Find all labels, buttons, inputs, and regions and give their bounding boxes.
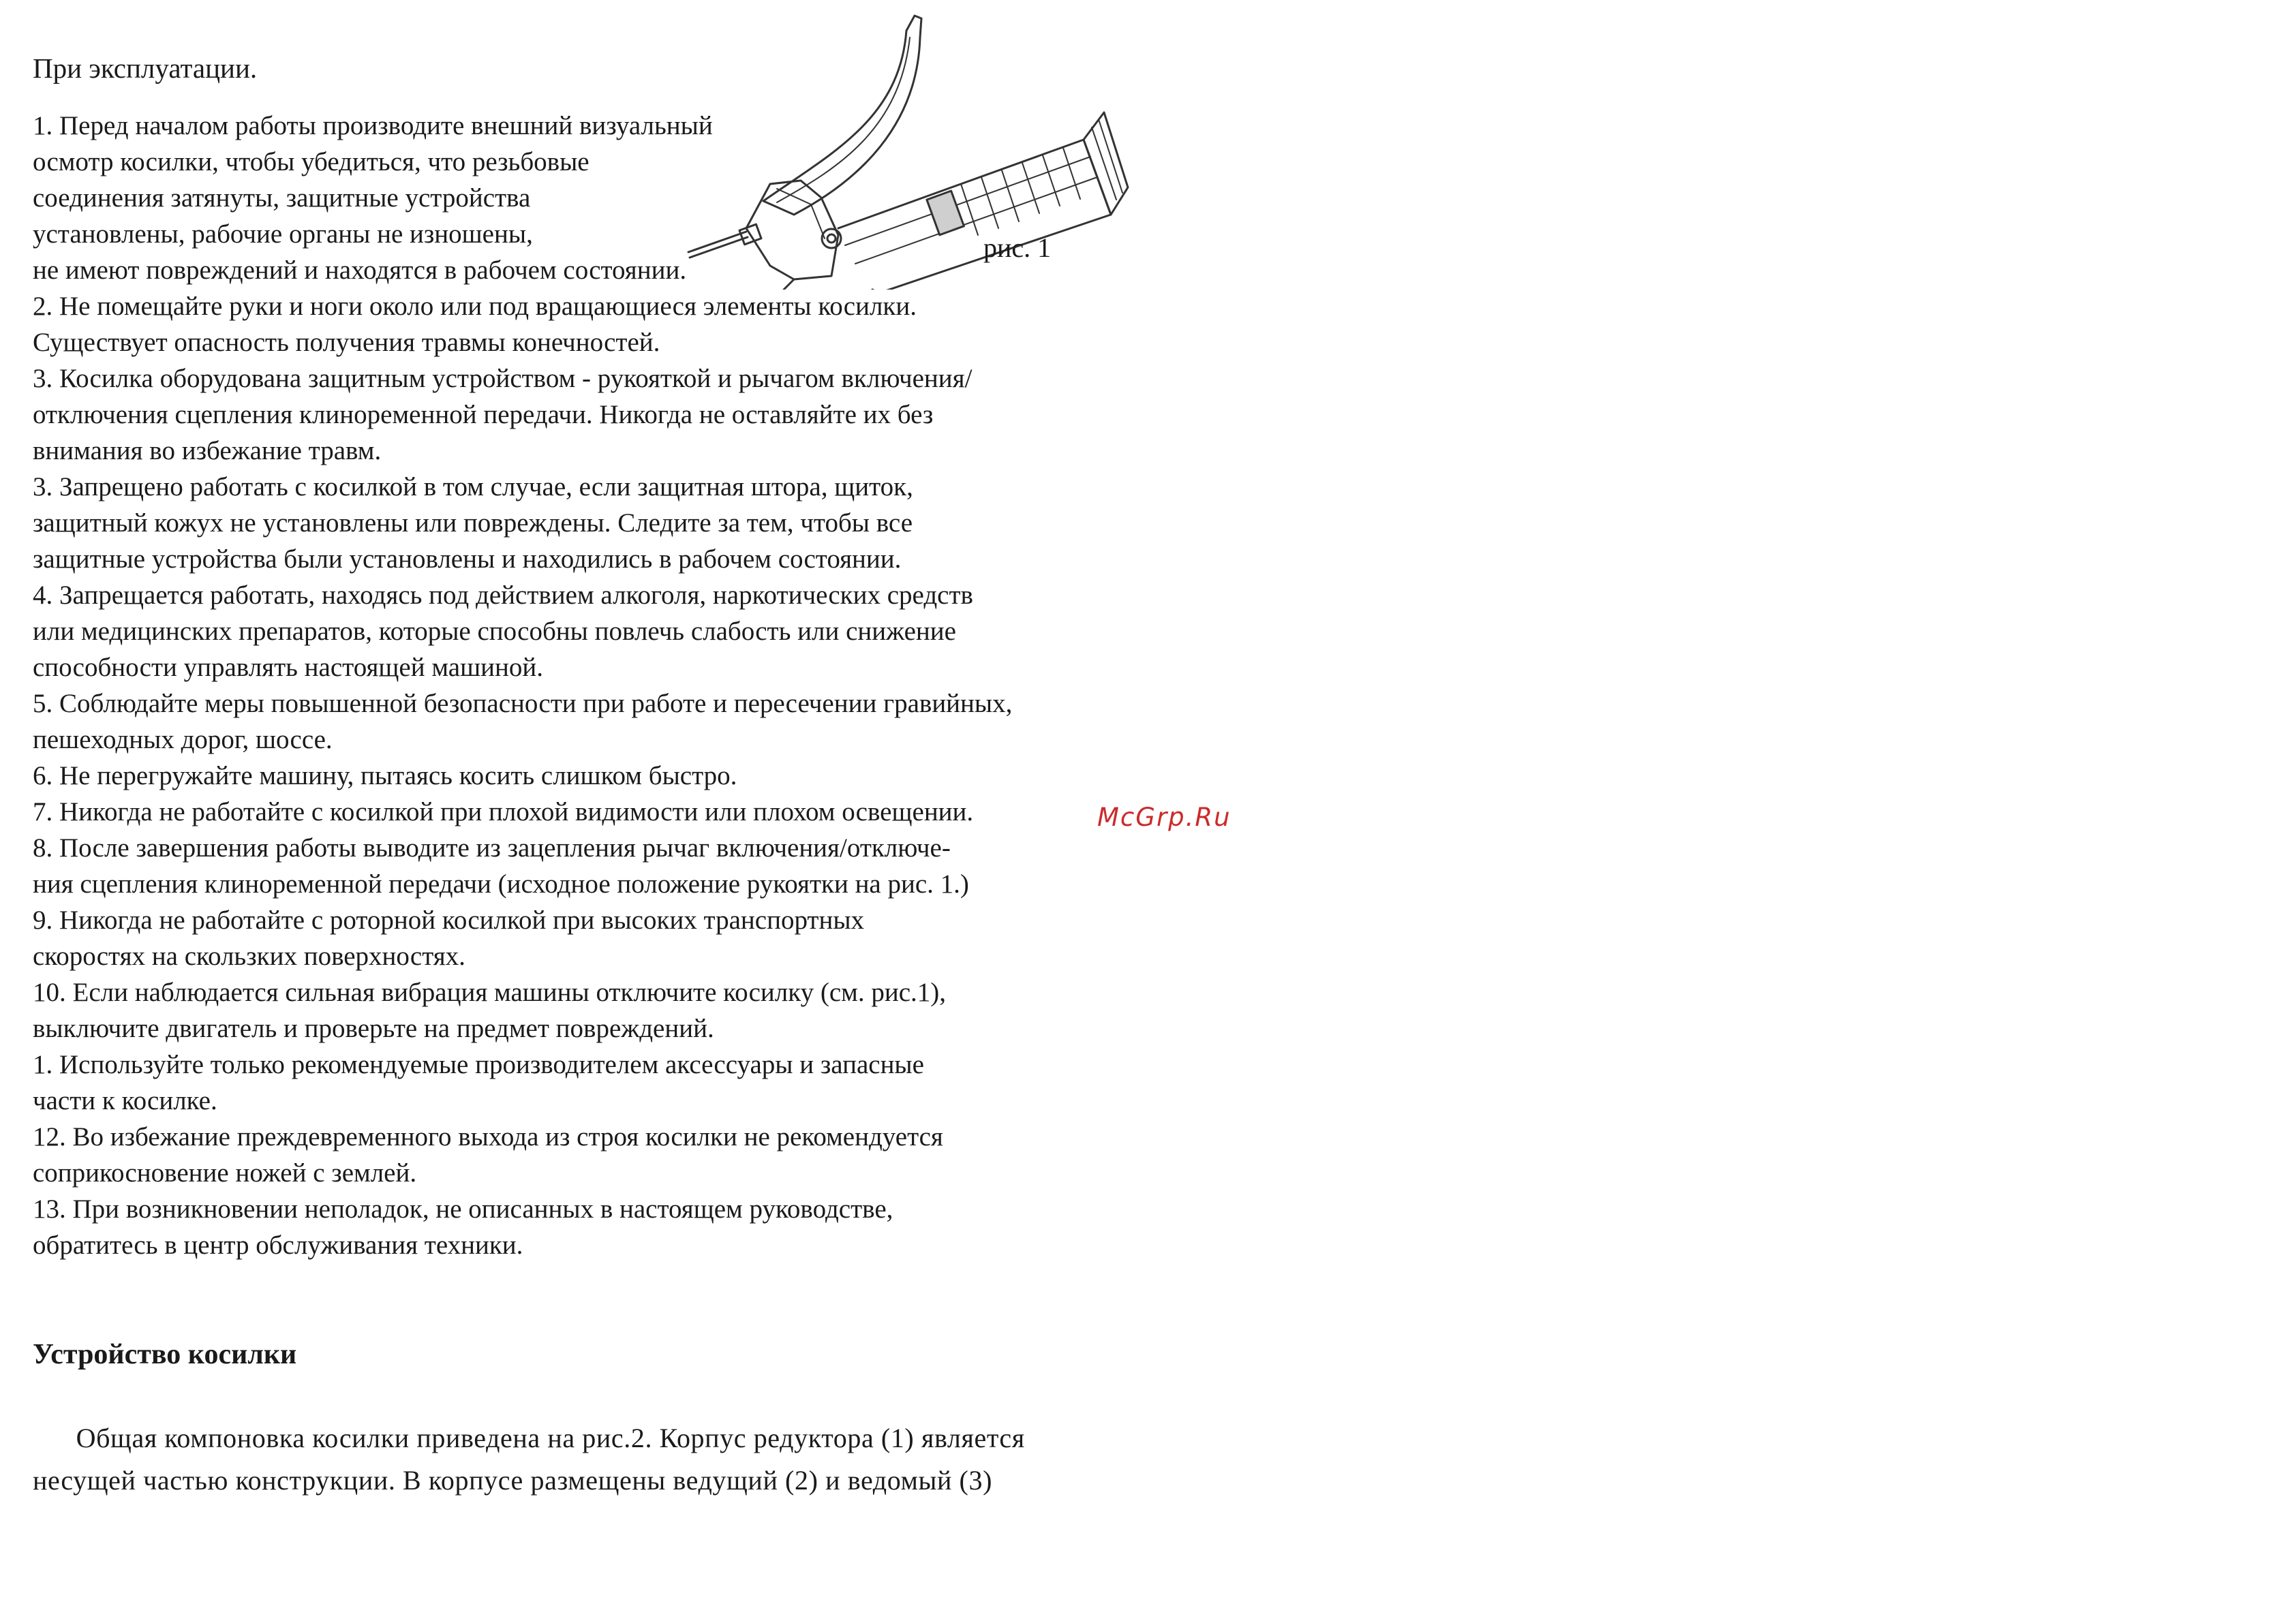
- figure-1-caption: рис. 1: [983, 232, 1052, 263]
- instruction-line: не имеют повреждений и находятся в рабочем состоянии.: [33, 256, 687, 285]
- instruction-line: защитные устройства были установлены и находились в рабочем состоянии.: [33, 544, 902, 574]
- instruction-line: пешеходных дорог, шоссе.: [33, 725, 333, 754]
- instruction-line: 6. Не перегружайте машину, пытаясь косить слишком быстро.: [33, 761, 737, 790]
- mower-design-paragraph: [33, 1417, 1025, 1502]
- instruction-line: 4. Запрещается работать, находясь под действием алкоголя, наркотических средств: [33, 581, 973, 610]
- instruction-line: обратитесь в центр обслуживания техники.: [33, 1231, 523, 1260]
- section-heading-mower-design: Устройство косилки: [33, 1339, 297, 1370]
- instruction-line: способности управлять настоящей машиной.: [33, 653, 543, 682]
- instruction-line: 3. Запрещено работать с косилкой в том случае, если защитная штора, щиток,: [33, 472, 913, 501]
- instruction-line: 12. Во избежание преждевременного выхода из строя косилки не рекомендуется: [33, 1122, 943, 1151]
- instruction-line: 1. Используйте только рекомендуемые производителем аксессуары и запасные: [33, 1050, 924, 1079]
- instruction-line: 3. Косилка оборудована защитным устройством - рукояткой и рычагом включения/: [33, 364, 973, 393]
- instruction-line: Существует опасность получения травмы конечностей.: [33, 328, 660, 357]
- operation-instructions-list: [33, 108, 1012, 1263]
- instruction-line: установлены, рабочие органы не изношены,: [33, 219, 533, 249]
- paragraph-line: несущей частью конструкции. В корпусе размещены ведущий (2) и ведомый (3): [33, 1465, 992, 1496]
- instruction-line: 2. Не помещайте руки и ноги около или под вращающиеся элементы косилки.: [33, 292, 917, 321]
- instruction-line: 10. Если наблюдается сильная вибрация машины отключите косилку (см. рис.1),: [33, 978, 947, 1007]
- instruction-line: внимания во избежание травм.: [33, 436, 382, 465]
- section-heading-operation: При эксплуатации.: [33, 52, 258, 84]
- instruction-line: 7. Никогда не работайте с косилкой при плохой видимости или плохом освещении.: [33, 797, 974, 826]
- instruction-line: выключите двигатель и проверьте на предмет повреждений.: [33, 1014, 714, 1043]
- instruction-line: осмотр косилки, чтобы убедиться, что резьбовые: [33, 147, 590, 176]
- watermark-link[interactable]: McGrp.Ru: [1097, 803, 1231, 832]
- instruction-line: 5. Соблюдайте меры повышенной безопасности при работе и пересечении гравийных,: [33, 689, 1013, 718]
- paragraph-line: Общая компоновка косилки приведена на рис.2. Корпус редуктора (1) является: [33, 1423, 1025, 1453]
- instruction-line: 8. После завершения работы выводите из зацепления рычаг включения/отключе-: [33, 833, 951, 863]
- instruction-line: отключения сцепления клиноременной передачи. Никогда не оставляйте их без: [33, 400, 934, 429]
- instruction-line: части к косилке.: [33, 1086, 217, 1115]
- instruction-line: 13. При возникновении неполадок, не описанных в настоящем руководстве,: [33, 1194, 893, 1224]
- instruction-line: скоростях на скользких поверхностях.: [33, 942, 465, 971]
- instruction-line: 1. Перед началом работы производите внешний визуальный: [33, 111, 713, 140]
- instruction-line: защитный кожух не установлены или повреждены. Следите за тем, чтобы все: [33, 508, 913, 538]
- instruction-line: соприкосновение ножей с землей.: [33, 1158, 417, 1188]
- instruction-line: 9. Никогда не работайте с роторной косилкой при высоких транспортных: [33, 906, 865, 935]
- instruction-line: или медицинских препаратов, которые способны повлечь слабость или снижение: [33, 617, 956, 646]
- instruction-line: ния сцепления клиноременной передачи (исходное положение рукоятки на рис. 1.): [33, 869, 969, 899]
- instruction-line: соединения затянуты, защитные устройства: [33, 183, 531, 213]
